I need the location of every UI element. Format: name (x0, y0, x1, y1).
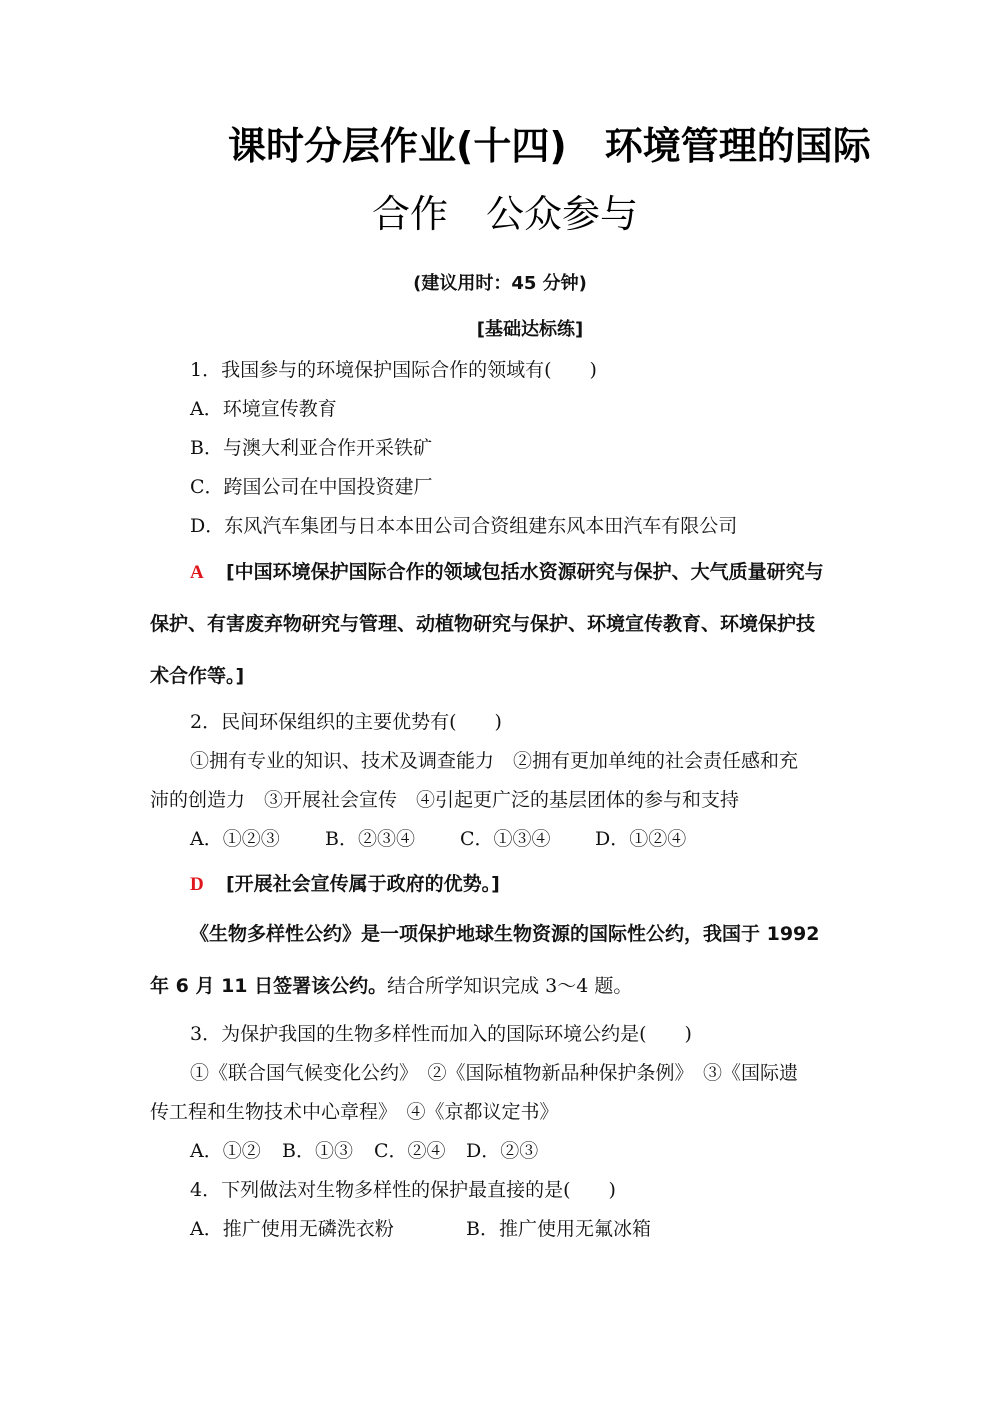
question-1-option-c: C．跨国公司在中国投资建厂 (190, 476, 433, 498)
answer-explanation: [中国环境保护国际合作的领域包括水资源研究与保护、大气质量研究与 (226, 561, 824, 583)
question-1-option-b: B．与澳大利亚合作开采铁矿 (190, 437, 432, 459)
answer-letter: D (190, 874, 204, 895)
question-4-options (190, 1217, 651, 1241)
passage-line1: 《生物多样性公约》是一项保护地球生物资源的国际性公约，我国于 1992 (190, 923, 820, 945)
question-4-option-b: B．推广使用无氟冰箱 (466, 1218, 651, 1240)
question-3-option-a: A．①② (190, 1140, 261, 1162)
question-3-option-d: D．②③ (466, 1140, 539, 1162)
question-2-answer (190, 872, 500, 897)
question-3-options (190, 1139, 538, 1163)
question-3-option-c: C．②④ (374, 1140, 446, 1162)
section-label: [基础达标练] (476, 319, 584, 340)
question-1-option-d: D．东风汽车集团与日本本田公司合资组建东风本田汽车有限公司 (190, 515, 738, 537)
answer-explanation: [开展社会宣传属于政府的优势。] (226, 873, 500, 895)
question-2-option-b: B．②③④ (325, 828, 415, 850)
question-4-stem: 4．下列做法对生物多样性的保护最直接的是( ) (190, 1179, 616, 1201)
passage-line2-bold: 年 6 月 11 日签署该公约。 (150, 975, 388, 997)
question-1-answer (190, 560, 824, 585)
page-title-line2: 合作 公众参与 (372, 192, 639, 236)
passage-line2-plain: 结合所学知识完成 3～4 题。 (387, 975, 633, 997)
page-title-line1: 课时分层作业(十四) 环境管理的国际 (228, 124, 871, 168)
question-3-stem: 3．为保护我国的生物多样性而加入的国际环境公约是( ) (190, 1023, 692, 1045)
question-2-statements-line2: 沛的创造力 ③开展社会宣传 ④引起更广泛的基层团体的参与和支持 (150, 789, 740, 811)
passage-line2 (150, 974, 632, 998)
answer-explanation-line2: 保护、有害废弃物研究与管理、动植物研究与保护、环境宣传教育、环境保护技 (150, 613, 816, 635)
question-3-statements-line2: 传工程和生物技术中心章程》 ④《京都议定书》 (150, 1101, 559, 1123)
time-hint: (建议用时：45 分钟) (413, 273, 587, 294)
question-2-options (190, 827, 686, 851)
question-2-option-a: A．①②③ (190, 828, 280, 850)
question-3-statements-line1: ①《联合国气候变化公约》 ②《国际植物新品种保护条例》 ③《国际遗 (190, 1062, 799, 1084)
question-4-option-a: A．推广使用无磷洗衣粉 (190, 1218, 394, 1240)
question-2-stem: 2．民间环保组织的主要优势有( ) (190, 711, 502, 733)
question-2-option-c: C．①③④ (460, 828, 551, 850)
question-1-option-a: A．环境宣传教育 (190, 398, 337, 420)
answer-explanation-line3: 术合作等。] (150, 665, 245, 687)
question-2-option-d: D．①②④ (595, 828, 687, 850)
question-3-option-b: B．①③ (282, 1140, 353, 1162)
question-2-statements-line1: ①拥有专业的知识、技术及调查能力 ②拥有更加单纯的社会责任感和充 (190, 750, 799, 772)
answer-letter: A (190, 562, 204, 583)
question-1-stem: 1．我国参与的环境保护国际合作的领域有( ) (190, 359, 597, 381)
